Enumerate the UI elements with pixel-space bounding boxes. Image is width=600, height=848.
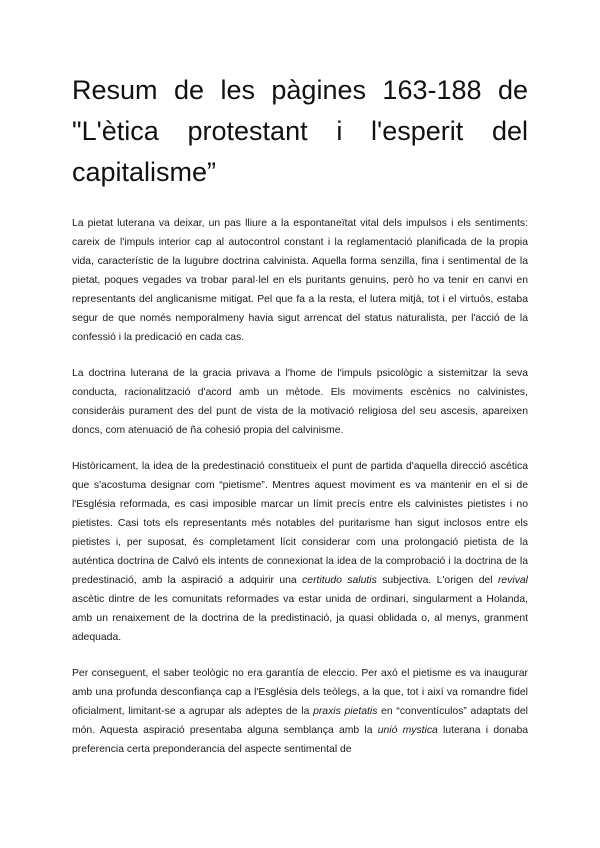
paragraph-2 xyxy=(72,364,528,440)
italic-term-revival: revival xyxy=(497,575,528,586)
document-body xyxy=(72,214,528,759)
text-segment: Històricament, la idea de la predestinació constitueix el punt de partida d'aquella direcció ascética que s'acostuma designar com “pietisme”. Mentres aquest moviment es va mantenir en el si de l'Església reformada, es casi imposible marcar un límit precís entre els calvinistes pietistes i no pietistes. Casi tots els representants més notables del puritarisme han sigut inclosos entre els pietistes i, per suposat, és completament lícit considerar com una prolongació pietista de la auténtica doctrina de Calvó els intents de connexionat la idea de la comprobació i la doctrina de la predestinació, amb la aspiració a adquirir una xyxy=(72,461,528,586)
text-segment: La pietat luterana va deixar, un pas lliure a la espontaneïtat vital dels impulsos i els sentiments: careix de l'impuls interior cap al autocontrol constant i la reglamentació planificada de la propia vida, característic de la lugubre doctrina calvinista. Aquella forma senzilla, fina i sentimental de la pietat, poques vegades va trobar paral·lel en els puritants genuins, però ho va tenir en canvi en representants del anglicanisme mitigat. Pel que fa a la resta, el lutera mitjà, tot i el virtuós, estaba segur de que només nemporalmeny havia sigut arrencat del status naturalista, per l'acció de la confessió i la predicació en cada cas. xyxy=(72,218,528,343)
paragraph-3 xyxy=(72,457,528,647)
paragraph-4 xyxy=(72,664,528,759)
document-page xyxy=(72,70,528,776)
italic-term-praxis-pietatis: praxis pietatis xyxy=(313,706,378,717)
text-segment: Per conseguent, el saber teològic no era garantía de eleccio. Per axó el pietisme es va inaugurar amb una profunda desconfiança cap a l'Església dels teòlegs, a la que, tot i així va romandre fidel oficialment, limitant-se a agrupar als adeptes de la xyxy=(72,668,528,717)
italic-term-unio-mystica: unió mystica xyxy=(377,725,438,736)
text-segment: subjectiva. L'origen del xyxy=(376,575,498,586)
text-segment: en “conventículos” adaptats del món. Aquesta aspiració presentaba alguna semblança amb la xyxy=(72,706,528,736)
text-segment: ascètic dintre de les comunitats reformades va estar unida de ordinari, singularment a Holanda, amb un renaixement de la doctrina de la predistinació, ja quasi oblidada o, al menys, granment adequada. xyxy=(72,594,528,643)
title-line-3: capitalisme” xyxy=(72,157,217,187)
paragraph-1 xyxy=(72,214,528,347)
italic-term-certitudo-salutis: certitudo salutis xyxy=(302,575,377,586)
text-segment: luterana i donaba preferencia certa preponderancia del aspecte sentimental de xyxy=(72,725,528,755)
text-segment: La doctrina luterana de la gracia privava a l'home de l'impuls psicològic a sistemitzar la seva conducta, racionalització d'acord amb un mètode. Els moviments escènics no calvinistes, consideráis purament des del punt de vista de la motivació religiosa del seu ascesis, apareixen doncs, com atenuació de ña cohesió propia del calvinisme. xyxy=(72,368,528,436)
title-line-1: Resum de les pàgines 163-188 de xyxy=(72,75,528,105)
title-line-2: "L'ètica protestant i l'esperit del xyxy=(72,116,528,146)
document-title xyxy=(72,70,528,193)
